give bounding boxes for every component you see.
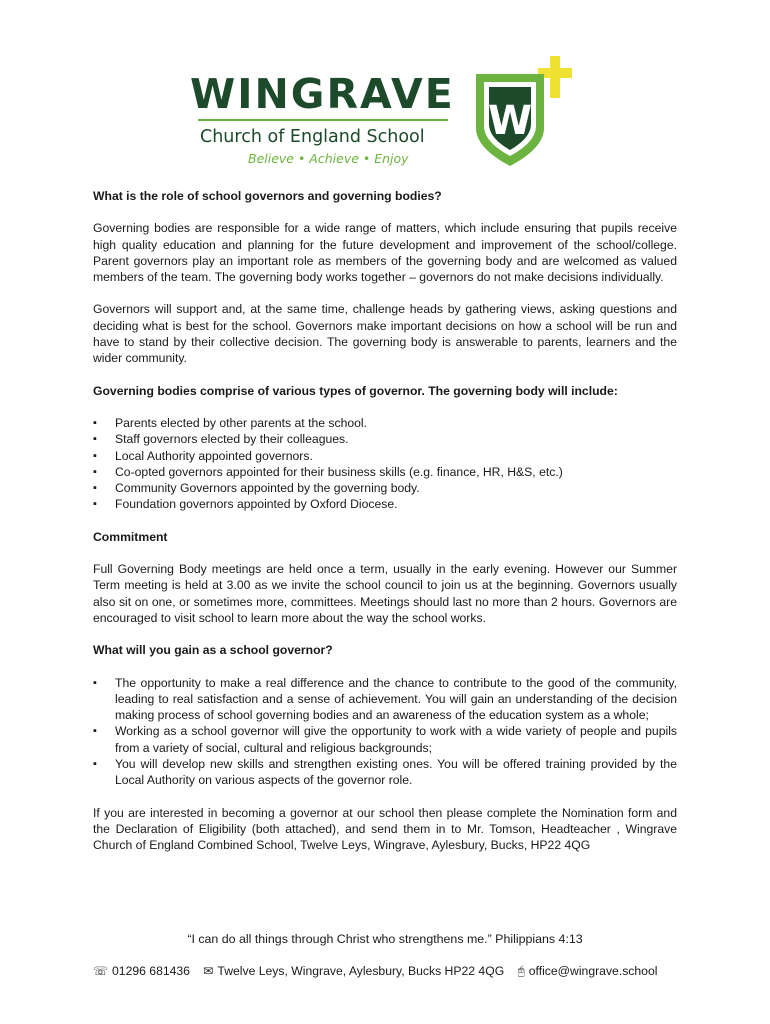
list-item: ▪ Parents elected by other parents at the school. xyxy=(93,415,677,431)
role-heading: What is the role of school governors and governing bodies? xyxy=(93,189,442,203)
list-item: ▪ Co-opted governors appointed for their business skills (e.g. finance, HR, H&S, etc.) xyxy=(93,464,677,480)
logo-divider xyxy=(198,119,448,121)
footer-address: Twelve Leys, Wingrave, Aylesbury, Bucks HP22 4QG xyxy=(217,964,505,978)
list-item: ▪ Foundation governors appointed by Oxford Diocese. xyxy=(93,496,677,512)
school-logo-text xyxy=(190,72,455,166)
closing-paragraph: If you are interested in becoming a governor at our school then please complete the Nomination form and the Declaration of Eligibility (both attached), and send them in to Mr. Tomson, Headteacher , Wingrave Church of England Combined School, Twelve Leys, Wingrave, Aylesbury, Bucks, HP22 4QG xyxy=(93,805,677,853)
crest-letter: W xyxy=(487,98,533,144)
governor-types-heading: Governing bodies comprise of various types of governor. The governing body will include: xyxy=(93,383,618,398)
list-item: ▪ Staff governors elected by their colleagues. xyxy=(93,431,677,447)
document-body xyxy=(93,188,677,854)
footer-phone: 01296 681436 xyxy=(112,964,190,978)
governor-types-list xyxy=(93,415,677,513)
school-crest-logo xyxy=(472,56,576,168)
envelope-icon: ✉ xyxy=(203,964,214,978)
list-item: ▪ Community Governors appointed by the governing body. xyxy=(93,480,677,496)
school-motto: Believe • Achieve • Enjoy xyxy=(248,151,409,166)
phone-icon: ☏ xyxy=(93,964,109,978)
footer-email[interactable]: office@wingrave.school xyxy=(528,964,658,978)
school-subtitle: Church of England School xyxy=(200,127,425,147)
scripture-quote: “I can do all things through Christ who strengthens me.” Philippians 4:13 xyxy=(187,932,583,946)
school-name: WINGRAVE xyxy=(190,70,455,118)
list-item: ▪ You will develop new skills and strengthen existing ones. You will be offered training provided by the Local Authority on various aspects of the governor role. xyxy=(93,756,677,789)
gains-list xyxy=(93,675,677,789)
gain-heading: What will you gain as a school governor? xyxy=(93,643,333,658)
role-paragraph-1: Governing bodies are responsible for a wide range of matters, which include ensuring that pupils receive high quality education and planning for the future development and improvement of the school/college. Parent governors play an important role as members of the governing body and are welcomed as valued members of the team. The governing body works together – governors do not make decisions individually. xyxy=(93,221,677,285)
list-item: ▪ The opportunity to make a real difference and the chance to contribute to the good of the community, leading to real satisfaction and a sense of achievement. You will gain an understanding of the decision making process of school governing bodies and an awareness of the education system as a whole; xyxy=(93,675,677,724)
footer-contact xyxy=(93,964,693,979)
commitment-heading: Commitment xyxy=(93,529,168,544)
mouse-icon: 🖰 xyxy=(517,964,525,978)
list-item: ▪ Working as a school governor will give the opportunity to work with a wide variety of people and pupils from a variety of social, cultural and religious backgrounds; xyxy=(93,723,677,756)
role-paragraph-2: Governors will support and, at the same time, challenge heads by gathering views, asking questions and deciding what is best for the school. Governors make important decisions on how a school will be run and have to stand by their collective decision. The governing body is answerable to parents, learners and the wider community. xyxy=(93,302,677,366)
commitment-paragraph: Full Governing Body meetings are held once a term, usually in the early evening. However our Summer Term meeting is held at 3.00 as we invite the school council to join us at the beginning. Governors usually also sit on one, or sometimes more, committees. Meetings should last no more than 2 hours. Governors are encouraged to visit school to learn more about the way the school works. xyxy=(93,562,677,625)
list-item: ▪ Local Authority appointed governors. xyxy=(93,448,677,464)
